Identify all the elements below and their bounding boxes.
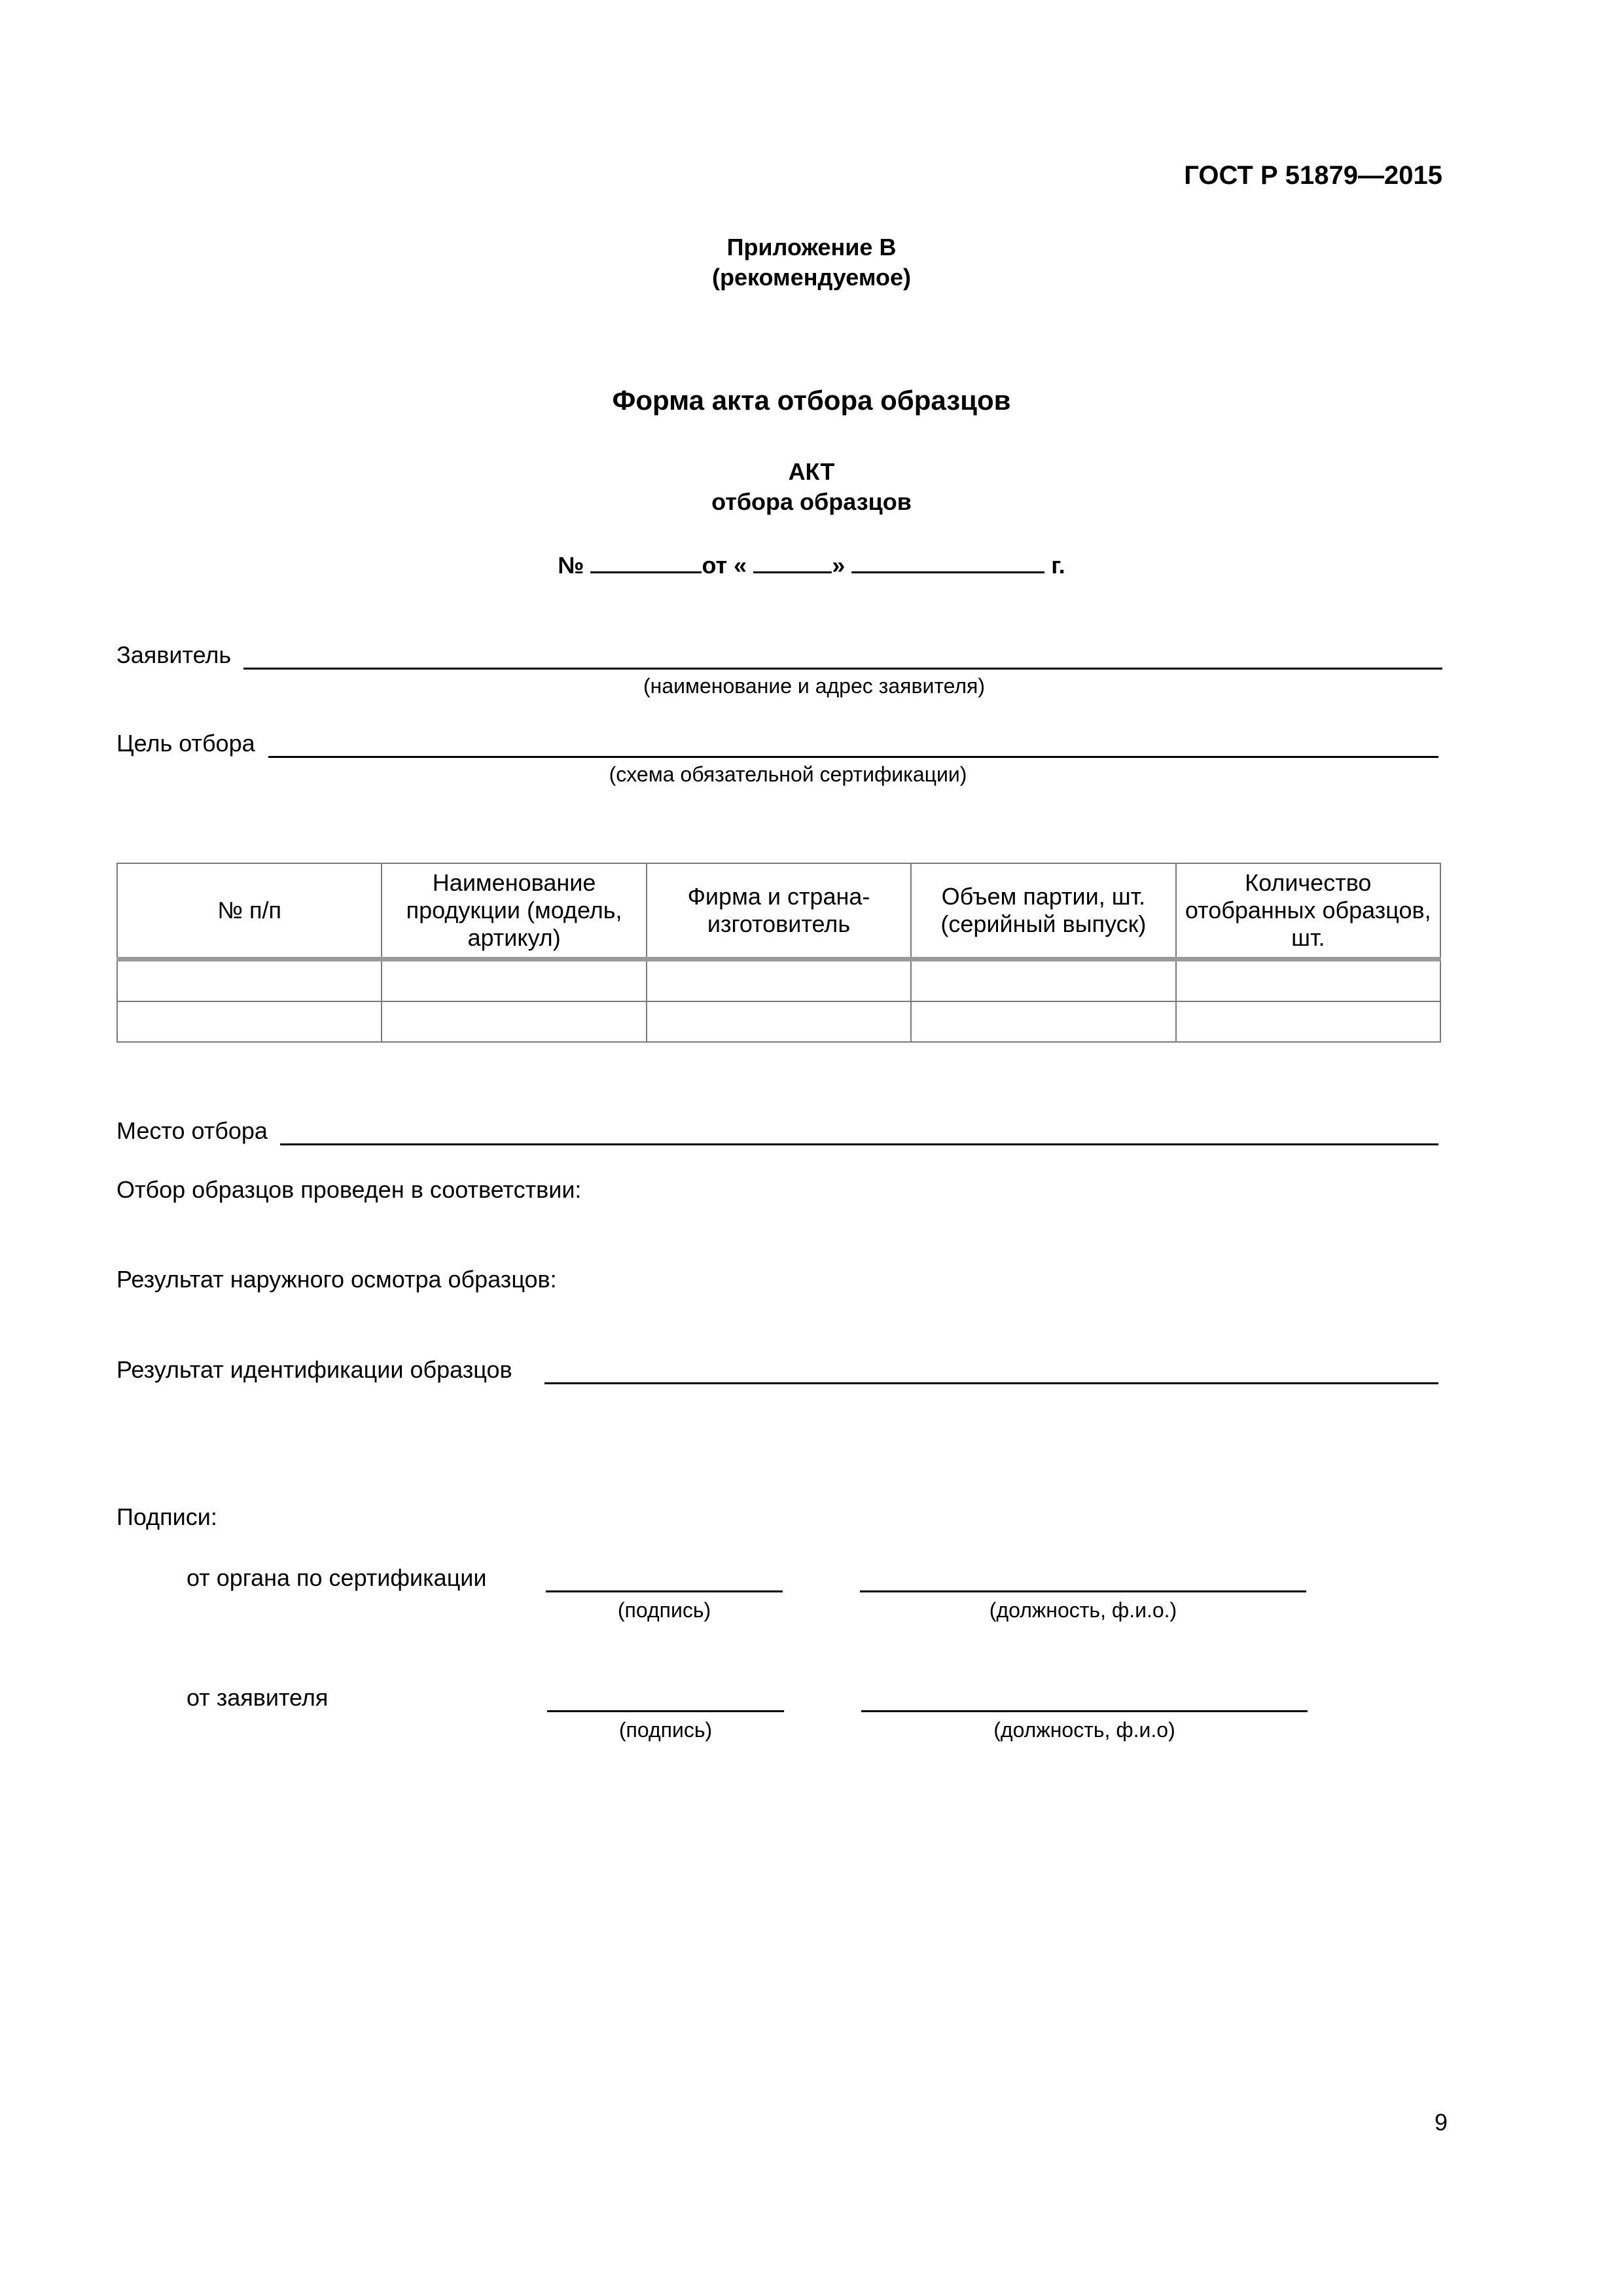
act-subtitle: отбора образцов [711,488,912,515]
act-day-field[interactable] [753,547,832,573]
table-row [117,1001,1440,1042]
table-row [117,960,1440,1002]
table-cell[interactable] [117,1001,382,1042]
table-header-row [117,863,1440,960]
applicant-sign-label: от заявителя [187,1684,329,1711]
header-manufacturer: Фирма и страна-изготовитель [647,863,911,960]
applicant-field[interactable] [243,668,1442,670]
act-number-line [0,547,1623,579]
header-product-name: Наименование продукции (модель, артикул) [382,863,646,960]
header-number: № п/п [117,863,382,960]
table-cell[interactable] [647,960,911,1002]
identification-label: Результат идентификации образцов [116,1356,512,1383]
table-cell[interactable] [117,960,382,1002]
applicant-position-hint: (должность, ф.и.о) [993,1718,1175,1742]
header-samples-count: Количество отобранных образцов, шт. [1176,863,1440,960]
year-suffix: г. [1051,552,1065,579]
applicant-signature-hint: (подпись) [618,1718,713,1742]
samples-table [116,863,1441,1043]
page-number: 9 [1434,2109,1448,2136]
header-batch-volume: Объем партии, шт. (серийный выпуск) [911,863,1175,960]
table-cell[interactable] [382,1001,646,1042]
applicant-position-field[interactable] [861,1710,1308,1712]
cert-body-label: от органа по сертификации [187,1564,487,1591]
place-label: Место отбора [116,1117,268,1144]
identification-field[interactable] [544,1382,1438,1384]
signatures-title: Подписи: [116,1503,217,1530]
appendix-title: Приложение В [726,234,897,260]
applicant-signature-field[interactable] [547,1710,784,1712]
table-cell[interactable] [1176,960,1440,1002]
act-title: АКТ [788,458,835,485]
number-sign: № [558,552,584,579]
table-cell[interactable] [911,1001,1175,1042]
applicant-hint: (наименование и адрес заявителя) [643,674,985,698]
applicant-label: Заявитель [116,641,232,668]
purpose-label: Цель отбора [116,730,255,757]
cert-body-position-field[interactable] [860,1590,1306,1592]
act-number-field[interactable] [590,547,702,573]
act-month-year-field[interactable] [851,547,1044,573]
compliance-label: Отбор образцов проведен в соответствии: [116,1176,582,1203]
place-field[interactable] [280,1143,1438,1145]
table-cell[interactable] [1176,1001,1440,1042]
form-title: Форма акта отбора образцов [612,385,1011,416]
cert-body-position-hint: (должность, ф.и.о.) [989,1598,1177,1622]
purpose-hint: (схема обязательной сертификации) [609,762,967,786]
table-cell[interactable] [382,960,646,1002]
date-from-label: от « [702,552,747,579]
standard-number: ГОСТ Р 51879—2015 [1184,161,1442,190]
inspection-label: Результат наружного осмотра образцов: [116,1266,557,1293]
cert-body-signature-hint: (подпись) [617,1598,711,1622]
table-cell[interactable] [647,1001,911,1042]
appendix-note: (рекомендуемое) [712,264,911,291]
table-cell[interactable] [911,960,1175,1002]
date-close-quote: » [832,552,846,579]
cert-body-signature-field[interactable] [546,1590,783,1592]
purpose-field[interactable] [268,756,1438,758]
